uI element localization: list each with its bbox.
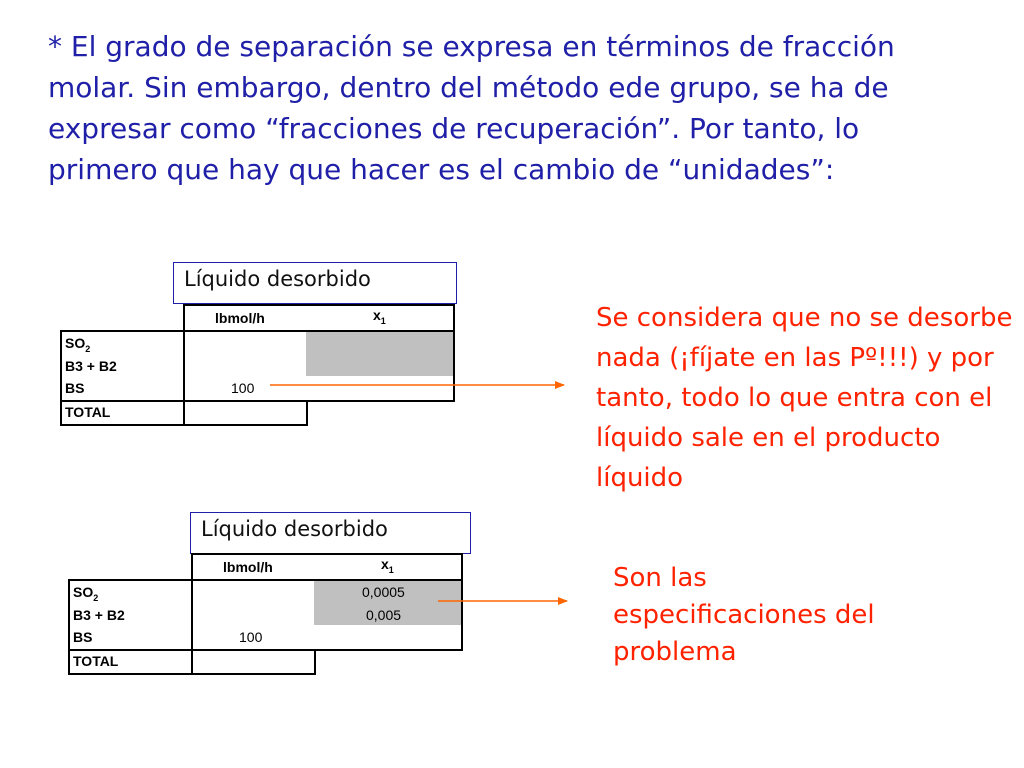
table-2-cell-flow: 100 (239, 629, 263, 645)
table-1-row-label: B3 + B2 (65, 358, 117, 374)
table-1-header-x: $x_1$ (373, 307, 386, 326)
intro-paragraph: * El grado de separación se expresa en términos de fracción molar. Sin embargo, dentro del método ede grupo, se ha de expresar como “fracciones de recuperación”. Por tanto, lo primero que hay que hacer es el cambio de “unidades”: (48, 30, 895, 186)
table-2-row-label: TOTAL (73, 653, 119, 669)
table-1-caption: Líquido desorbido (173, 262, 457, 304)
note-specifications: Son las especificaciones del problema (613, 563, 875, 667)
table-1-row-label: TOTAL (65, 404, 111, 420)
table-2-caption: Líquido desorbido (190, 512, 471, 554)
table-1-row-label: $SO_2$ (65, 335, 91, 354)
table-2-cell-x: 0,0005 (362, 584, 405, 600)
table-2-row-label: $SO_2$ (73, 584, 99, 603)
table-1-cell-flow: 100 (231, 380, 255, 396)
table-2-header-x: $x_1$ (381, 556, 394, 575)
note-no-desorption: Se considera que no se desorbe nada (¡fíjate en las Pº!!!) y por tanto, todo lo que entra con el líquido sale en el producto líquido (596, 303, 1013, 493)
table-2-row-label: BS (73, 629, 93, 645)
table-2-row-label: B3 + B2 (73, 607, 125, 623)
table-1-header-flow: lbmol/h (215, 310, 265, 326)
table-1-row-label: BS (65, 380, 85, 396)
table-2-header-flow: lbmol/h (223, 559, 273, 575)
table-2-cell-x: 0,005 (366, 607, 402, 623)
